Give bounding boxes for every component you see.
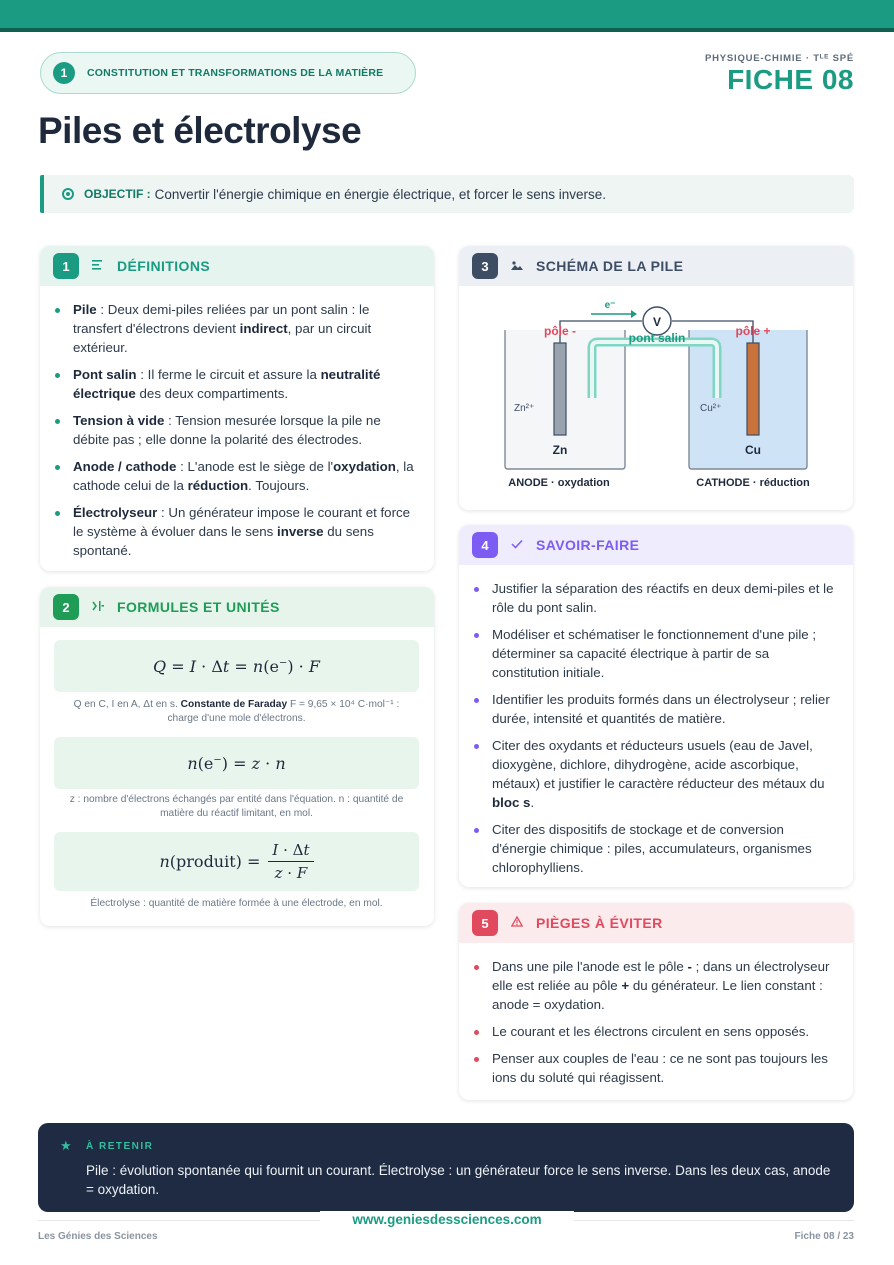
pitfall-item <box>473 957 837 1014</box>
footer-url-link[interactable]: www.geniesdessciences.com <box>352 1212 542 1227</box>
text: : Il ferme le circuit et assure la <box>136 367 321 382</box>
skills-number: 4 <box>472 532 498 558</box>
skills-title: SAVOIR-FAIRE <box>536 537 640 553</box>
objective-banner <box>40 175 854 213</box>
target-icon <box>62 188 74 200</box>
bold-text: bloc s <box>492 795 531 810</box>
text: Identifier les produits formés dans un électrolyseur ; relier durée, intensité et quantités de matière. <box>492 692 830 726</box>
electron-label: e⁻ <box>604 300 616 311</box>
text: ; dans un électrolyseur elle est reliée au pôle <box>492 959 830 993</box>
warning-icon <box>510 916 524 930</box>
salt-bridge-label: pont salin <box>628 331 686 345</box>
text: . <box>530 795 535 810</box>
formula-electrons: n(e−) = z · n <box>54 737 419 789</box>
pitfall-item <box>473 1022 837 1041</box>
schema-card <box>459 246 853 510</box>
text: Penser aux couples de l'eau : ce ne sont pas toujours les ions du soluté qui réagissent. <box>492 1051 828 1085</box>
bold-text: réduction <box>187 478 249 493</box>
list-icon <box>91 260 105 273</box>
skill-item <box>473 736 837 812</box>
text: Citer des oxydants et réducteurs usuels (eau de Javel, dioxygène, dichlore, dihydrogène, acide ascorbique, métaux) et justifier le caractère réducteur des métaux du <box>492 738 825 791</box>
formula-product-note: Électrolyse : quantité de matière formée à une électrode, en mol. <box>90 898 383 909</box>
skill-item <box>473 820 837 877</box>
bold-text: indirect <box>239 321 288 336</box>
pole-plus-label: pôle + <box>735 324 771 338</box>
skills-card <box>459 525 853 887</box>
pole-minus-label: pôle - <box>544 324 576 338</box>
top-color-bar <box>0 0 894 28</box>
cathode-caption: CATHODE · réduction <box>696 477 810 489</box>
text: : Un générateur impose le courant et force le système à évoluer dans le sens <box>73 505 411 539</box>
chapter-number: 1 <box>53 62 75 84</box>
definition-item <box>54 300 416 357</box>
bold-text: - <box>687 959 692 974</box>
text: Le courant et les électrons circulent en sens opposés. <box>492 1024 810 1039</box>
definition-item <box>54 365 416 403</box>
retenir-label: À RETENIR <box>86 1141 154 1152</box>
voltmeter-label: V <box>652 315 662 329</box>
formulas-number: 2 <box>53 594 79 620</box>
schema-title: SCHÉMA DE LA PILE <box>536 258 684 274</box>
retenir-text: Pile : évolution spontanée qui fournit un courant. Électrolyse : un générateur force le sens inverse. Dans les deux cas, anode = oxydation. <box>86 1163 831 1197</box>
text: Modéliser et schématiser le fonctionnement d'une pile ; déterminer sa capacité électrique à partir de sa constitution initiale. <box>492 627 817 680</box>
pitfalls-title: PIÈGES À ÉVITER <box>536 915 663 931</box>
footer-url-wrap <box>320 1211 574 1233</box>
formula-icon <box>91 601 105 614</box>
ion-right-label: Cu²⁺ <box>700 403 722 414</box>
schema-number: 3 <box>472 253 498 279</box>
text: , la cathode celui de la <box>73 459 414 493</box>
text: : L'anode est le siège de l' <box>176 459 334 474</box>
skill-item <box>473 579 837 617</box>
text: du sens spontané. <box>73 524 374 558</box>
definition-item <box>54 411 416 449</box>
diagram-icon <box>510 260 524 273</box>
bold-text: oxydation <box>333 459 396 474</box>
copper-electrode <box>747 343 759 435</box>
footer-page-number: Fiche 08 / 23 <box>794 1231 854 1242</box>
formulas-title: FORMULES ET UNITÉS <box>117 599 280 615</box>
formula-electrons-note: z : nombre d'électrons échangés par entité dans l'équation. n : quantité de matière du réactif limitant, en mol. <box>69 794 404 819</box>
text: Citer des dispositifs de stockage et de conversion d'énergie chimique : piles, accumulateurs, organismes chlorophylliens. <box>492 822 812 875</box>
definition-term: Électrolyseur <box>73 505 158 520</box>
formulas-card <box>40 587 434 926</box>
check-icon <box>510 539 524 552</box>
definition-term: Tension à vide <box>73 413 165 428</box>
skill-item <box>473 690 837 728</box>
top-color-bar-accent <box>0 28 894 32</box>
pitfalls-card <box>459 903 853 1100</box>
pitfalls-number: 5 <box>472 910 498 936</box>
electrode-right-label: Cu <box>745 443 761 457</box>
fiche-label: FICHE 08 <box>727 64 854 95</box>
formula-charge-note: Q en C, I en A, Δt en s. Constante de Faraday F = 9,65 × 10⁴ C·mol⁻¹ : charge d'une mole d'électrons. <box>73 699 400 724</box>
bold-text: + <box>621 978 630 993</box>
objective-text: Convertir l'énergie chimique en énergie électrique, et forcer le sens inverse. <box>154 186 606 202</box>
star-icon: ★ <box>60 1138 72 1153</box>
skills-list <box>459 565 853 877</box>
definition-item <box>54 457 416 495</box>
skills-header <box>459 525 853 565</box>
objective-label: OBJECTIF : <box>84 187 151 201</box>
text: Justifier la séparation des réactifs en deux demi-piles et le rôle du pont salin. <box>492 581 834 615</box>
page-title: Piles et électrolyse <box>38 110 362 151</box>
definitions-list <box>40 286 434 560</box>
zinc-electrode <box>554 343 566 435</box>
cell-diagram <box>459 286 853 510</box>
text: , par un circuit extérieur. <box>73 321 372 355</box>
subject-line: PHYSIQUE-CHIMIE · Tᴸᴱ SPÉ <box>704 53 854 64</box>
pitfall-item <box>473 1049 837 1087</box>
definition-term: Anode / cathode <box>73 459 177 474</box>
definitions-card <box>40 246 434 571</box>
bold-text: neutralité électrique <box>73 367 381 401</box>
schema-header <box>459 246 853 286</box>
definition-term: Pile <box>73 302 97 317</box>
formula-charge: Q = I · Δt = n(e−) · F <box>54 640 419 692</box>
formula-product: n(produit) = $\frac{I \cdot \Delta t}{z \cdot F}$ <box>54 832 419 891</box>
electrode-left-label: Zn <box>552 443 568 457</box>
retenir-box <box>38 1123 854 1212</box>
chapter-pill <box>40 52 416 94</box>
definition-item <box>54 503 416 560</box>
definition-term: Pont salin <box>73 367 137 382</box>
ion-left-label: Zn²⁺ <box>514 403 535 414</box>
text: des deux compartiments. <box>135 386 289 401</box>
definitions-title: DÉFINITIONS <box>117 258 211 274</box>
pitfalls-list <box>459 943 853 1087</box>
text: : Deux demi-piles reliées par un pont salin : le transfert d'électrons devient <box>73 302 370 336</box>
text: . Toujours. <box>248 478 310 493</box>
chapter-title: CONSTITUTION ET TRANSFORMATIONS DE LA MATIÈRE <box>87 67 384 79</box>
bold-text: inverse <box>277 524 324 539</box>
text: : Tension mesurée lorsque la pile ne débite pas ; elle donne la polarité des électrodes. <box>73 413 381 447</box>
skill-item <box>473 625 837 682</box>
anode-caption: ANODE · oxydation <box>508 477 610 489</box>
formulas-header <box>40 587 434 627</box>
definitions-number: 1 <box>53 253 79 279</box>
definitions-header <box>40 246 434 286</box>
text: du générateur. Le lien constant : anode = oxydation. <box>492 978 823 1012</box>
pitfalls-header <box>459 903 853 943</box>
footer-brand: Les Génies des Sciences <box>38 1231 158 1242</box>
text: Dans une pile l'anode est le pôle <box>492 959 688 974</box>
